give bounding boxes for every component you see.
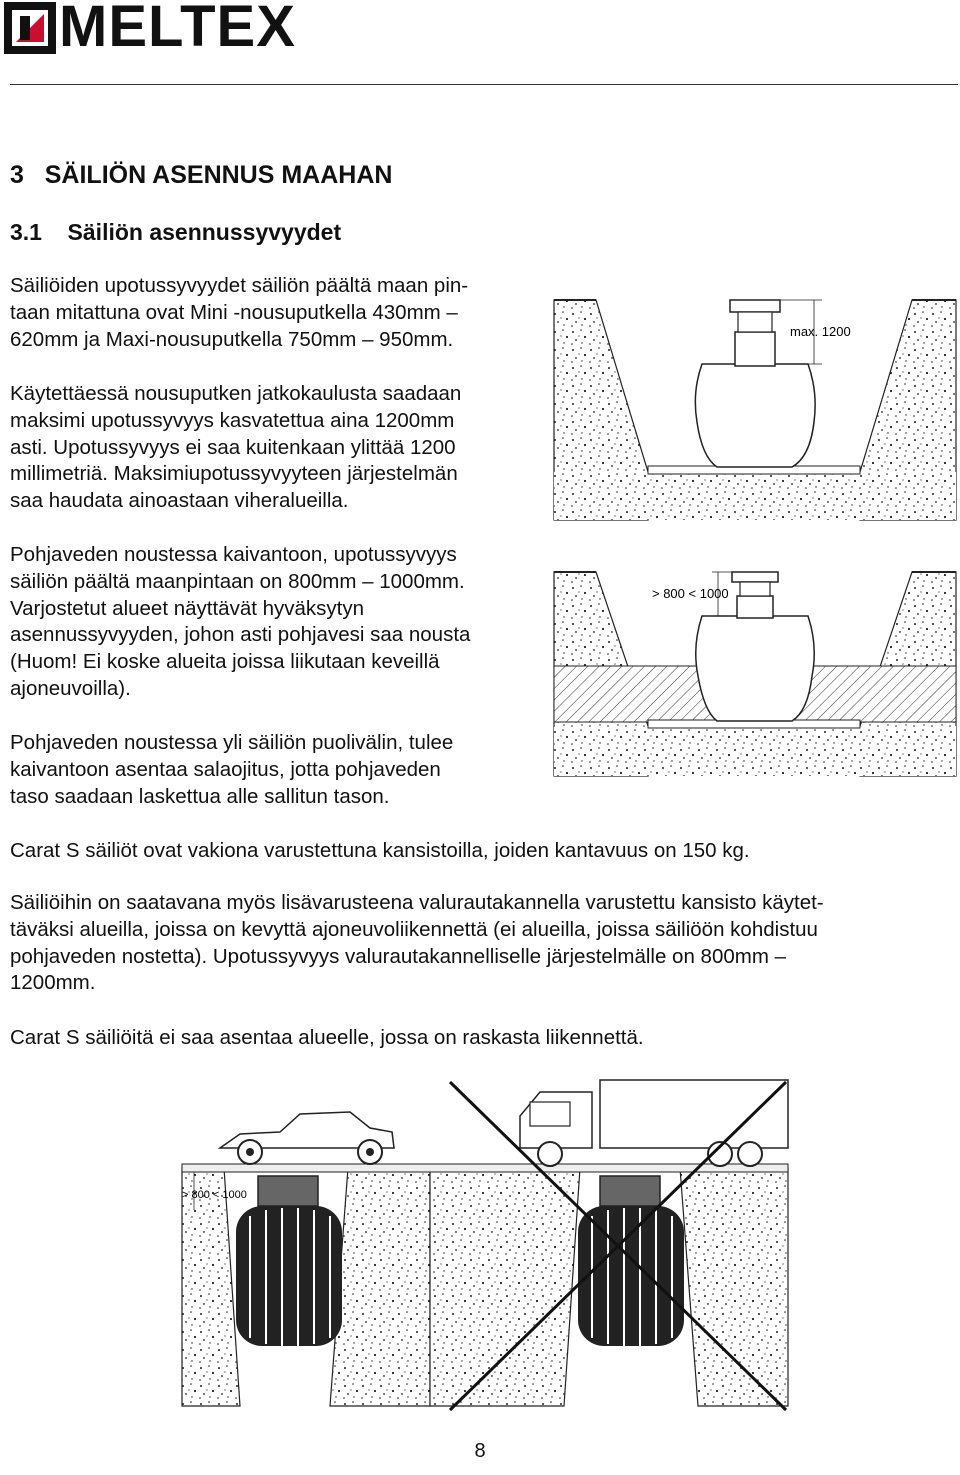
paragraph-3 — [10, 542, 540, 703]
soil-bottom — [554, 472, 956, 520]
paragraph-6 — [10, 890, 950, 997]
text-line: säiliön päältä maanpintaan on 800mm – 1000mm. — [10, 569, 465, 593]
text-line: Varjostetut alueet näyttävät hyväksytyn — [10, 596, 365, 620]
truck-icon — [520, 1080, 788, 1166]
text-line: (Huom! Ei koske alueita joissa liikutaan keveillä — [10, 650, 440, 674]
soil-left-a — [182, 1168, 240, 1406]
text-line: Pohjaveden noustessa kaivantoon, upotussyvyys — [10, 543, 457, 566]
section-title: SÄILIÖN ASENNUS MAAHAN — [44, 161, 393, 189]
traffic-load-figure — [180, 1076, 790, 1416]
text-line: 620mm ja Maxi-nousuputkella 750mm – 950mm. — [10, 327, 454, 351]
depth-label-horizontal: max. 1200 — [790, 324, 851, 339]
car-icon — [220, 1112, 394, 1164]
meltex-logo-icon — [4, 2, 56, 54]
page-number: 8 — [474, 1440, 486, 1462]
tank-left — [236, 1176, 342, 1346]
soil-right-b — [680, 1168, 788, 1406]
subsection-title: Säiliön asennussyvyydet — [67, 219, 342, 245]
subsection-number: 3.1 — [10, 219, 42, 245]
soil-bottom — [554, 726, 956, 776]
text-line: taan mitattuna ovat Mini -nousuputkella 430mm – — [10, 300, 458, 324]
tank-right — [578, 1176, 684, 1346]
text-line: 1200mm. — [10, 971, 96, 995]
paragraph-7 — [10, 1025, 950, 1052]
tank-lid — [732, 572, 778, 582]
header-rule — [10, 84, 958, 85]
text-line: pohjaveden nostetta). Upotussyvyys valurautakannelliselle järjestelmälle on 800mm – — [10, 944, 786, 968]
tank-neck — [735, 332, 775, 366]
groundwater-depth-figure — [552, 566, 958, 778]
text-line: saa haudata ainoastaan viheralueilla. — [10, 489, 349, 513]
text-line: millimetriä. Maksimiupotussyvyyteen järjestelmän — [10, 462, 458, 486]
text-line: Carat S säiliöitä ei saa asentaa alueelle, jossa on raskasta liikennettä. — [10, 1026, 644, 1049]
text-line: ajoneuvoilla). — [10, 676, 131, 700]
depth-label: > 800 < 1000 — [652, 586, 729, 601]
paragraph-4 — [10, 730, 540, 810]
paragraph-5 — [10, 838, 950, 865]
text-line: asennussyvyyden, johon asti pohjavesi saa nousta — [10, 623, 471, 647]
depth-label: > 800 < 1000 — [182, 1189, 247, 1201]
meltex-logo — [4, 0, 296, 59]
text-line: Käytettäessä nousuputken jatkokaulusta saadaan — [10, 382, 462, 405]
text-line: taso saadaan laskettua alle sallitun tason. — [10, 784, 390, 808]
tank-lid — [730, 300, 780, 312]
section-number: 3 — [10, 161, 24, 189]
paragraph-1 — [10, 273, 540, 353]
soil-right-a — [430, 1168, 580, 1406]
subsection-heading — [10, 218, 341, 246]
text-line: täväksi alueilla, joissa on kevyttä ajoneuvoliikennettä (ei alueilla, joissa säiliöön kohdistuu — [10, 917, 818, 941]
tank — [696, 616, 815, 721]
logo-text: MELTEX — [59, 0, 296, 59]
tank — [695, 364, 815, 467]
installation-depth-figure — [552, 292, 958, 522]
tank-neck — [737, 596, 773, 618]
text-line: Säiliöiden upotussyvyydet säiliön päältä maan pin- — [10, 274, 469, 297]
text-line: asti. Upotussyvyys ei saa kuitenkaan ylittää 1200 — [10, 435, 456, 459]
section-heading — [10, 160, 392, 190]
text-line: Säiliöihin on saatavana myös lisävarusteena valurautakannella varustettu kansisto käytet- — [10, 891, 824, 914]
text-line: Carat S säiliöt ovat vakiona varustettuna kansistoilla, joiden kantavuus on 150 kg. — [10, 839, 750, 862]
paragraph-2 — [10, 381, 540, 515]
text-line: kaivantoon asentaa salaojitus, jotta pohjaveden — [10, 757, 441, 781]
text-line: maksimi upotussyvyys kasvatettua aina 1200mm — [10, 408, 455, 432]
text-line: Pohjaveden noustessa yli säiliön puolivälin, tulee — [10, 731, 454, 754]
soil-left-b — [330, 1168, 430, 1406]
